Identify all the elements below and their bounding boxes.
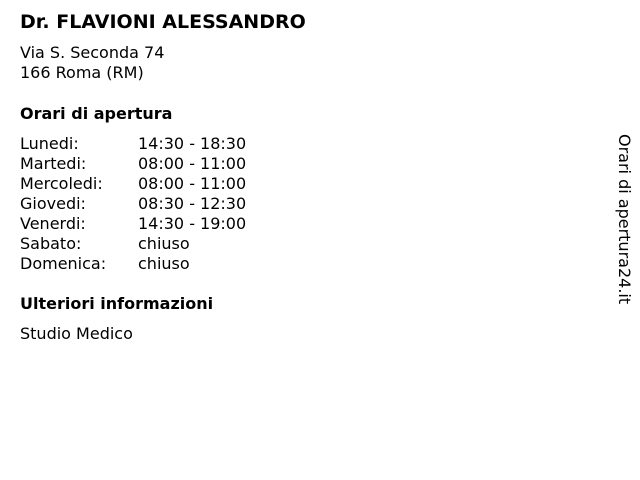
opening-hours-list bbox=[20, 134, 280, 274]
time-value: 08:00 - 11:00 bbox=[138, 174, 247, 193]
time-value: chiuso bbox=[138, 234, 190, 253]
page-title: Dr. FLAVIONI ALESSANDRO bbox=[20, 11, 306, 33]
time-value: chiuso bbox=[138, 254, 190, 273]
hours-row-sunday bbox=[20, 254, 280, 274]
time-value: 14:30 - 19:00 bbox=[138, 214, 247, 233]
day-label: Giovedi: bbox=[20, 194, 86, 213]
time-value: 14:30 - 18:30 bbox=[138, 134, 247, 153]
address-street: Via S. Seconda 74 bbox=[20, 43, 165, 62]
day-label: Venerdi: bbox=[20, 214, 86, 233]
address-block bbox=[20, 43, 164, 83]
hours-row-saturday bbox=[20, 234, 280, 254]
time-value: 08:00 - 11:00 bbox=[138, 154, 247, 173]
day-label: Lunedi: bbox=[20, 134, 79, 153]
day-label: Domenica: bbox=[20, 254, 107, 273]
hours-row-wednesday bbox=[20, 174, 280, 194]
day-label: Mercoledi: bbox=[20, 174, 103, 193]
time-value: 08:30 - 12:30 bbox=[138, 194, 247, 213]
hours-row-thursday bbox=[20, 194, 280, 214]
hours-row-tuesday bbox=[20, 154, 280, 174]
site-brand-watermark bbox=[614, 134, 634, 306]
address-city: 166 Roma (RM) bbox=[20, 63, 144, 82]
hours-row-friday bbox=[20, 214, 280, 234]
site-brand-text: Orari di apertura24.it bbox=[615, 134, 634, 305]
additional-info-heading: Ulteriori informazioni bbox=[20, 294, 214, 313]
additional-info-text: Studio Medico bbox=[20, 324, 133, 343]
day-label: Martedi: bbox=[20, 154, 87, 173]
opening-hours-heading: Orari di apertura bbox=[20, 104, 173, 123]
day-label: Sabato: bbox=[20, 234, 82, 253]
hours-row-monday bbox=[20, 134, 280, 154]
